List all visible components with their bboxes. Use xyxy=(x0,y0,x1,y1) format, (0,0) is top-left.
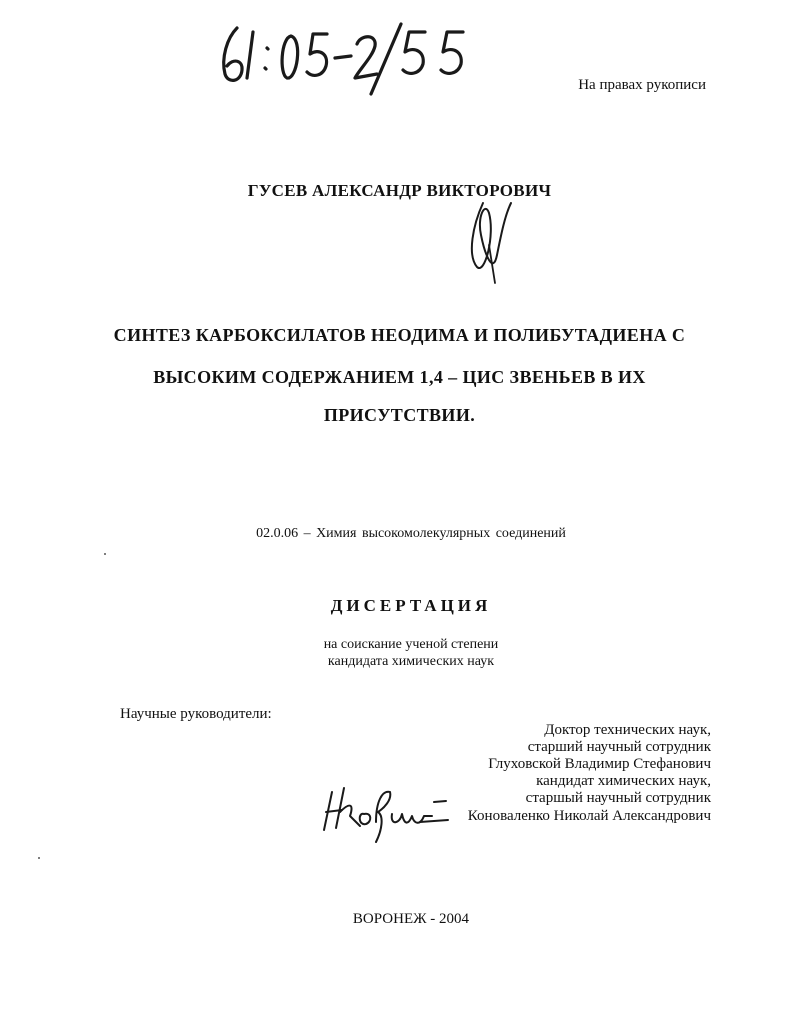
specialty-code: 02.0.06 – Химия высокомолекулярных соединений xyxy=(256,526,566,541)
city-year: ВОРОНЕЖ - 2004 xyxy=(352,911,470,927)
thesis-title-line: ВЫСОКИМ СОДЕРЖАНИЕМ 1,4 – ЦИС ЗВЕНЬЕВ В ИХ xyxy=(153,367,646,387)
thesis-title-line: СИНТЕЗ КАРБОКСИЛАТОВ НЕОДИМА И ПОЛИБУТАДИЕНА С xyxy=(113,325,686,345)
supervisor-line: Коноваленко Николай Александрович xyxy=(467,808,711,824)
supervisors-label: Научные руководители: xyxy=(120,706,272,722)
archive-number-drawing xyxy=(215,18,475,98)
author-signature xyxy=(455,195,525,285)
supervisor-line: старший научный сотрудник xyxy=(527,739,711,755)
degree-line: на соискание ученой степени xyxy=(323,637,499,652)
supervisor-line: кандидат химических наук, xyxy=(536,773,711,789)
thesis-title-line: ПРИСУТСТВИИ. xyxy=(323,405,476,425)
author-name: ГУСЕВ АЛЕКСАНДР ВИКТОРОВИЧ xyxy=(247,181,552,200)
supervisor-line: Глуховской Владимир Стефанович xyxy=(488,756,711,772)
handwritten-archive-number xyxy=(215,18,475,98)
supervisor-signature xyxy=(320,782,450,847)
supervisor-line: Доктор технических наук, xyxy=(544,722,711,738)
rights-notice: На правах рукописи xyxy=(578,77,706,93)
degree-line: кандидата химических наук xyxy=(327,654,495,669)
document-type: ДИСЕРТАЦИЯ xyxy=(330,596,492,615)
scan-speck xyxy=(38,857,40,859)
scan-speck xyxy=(104,553,106,555)
supervisor-line: старшый научный сотрудник xyxy=(525,790,711,806)
